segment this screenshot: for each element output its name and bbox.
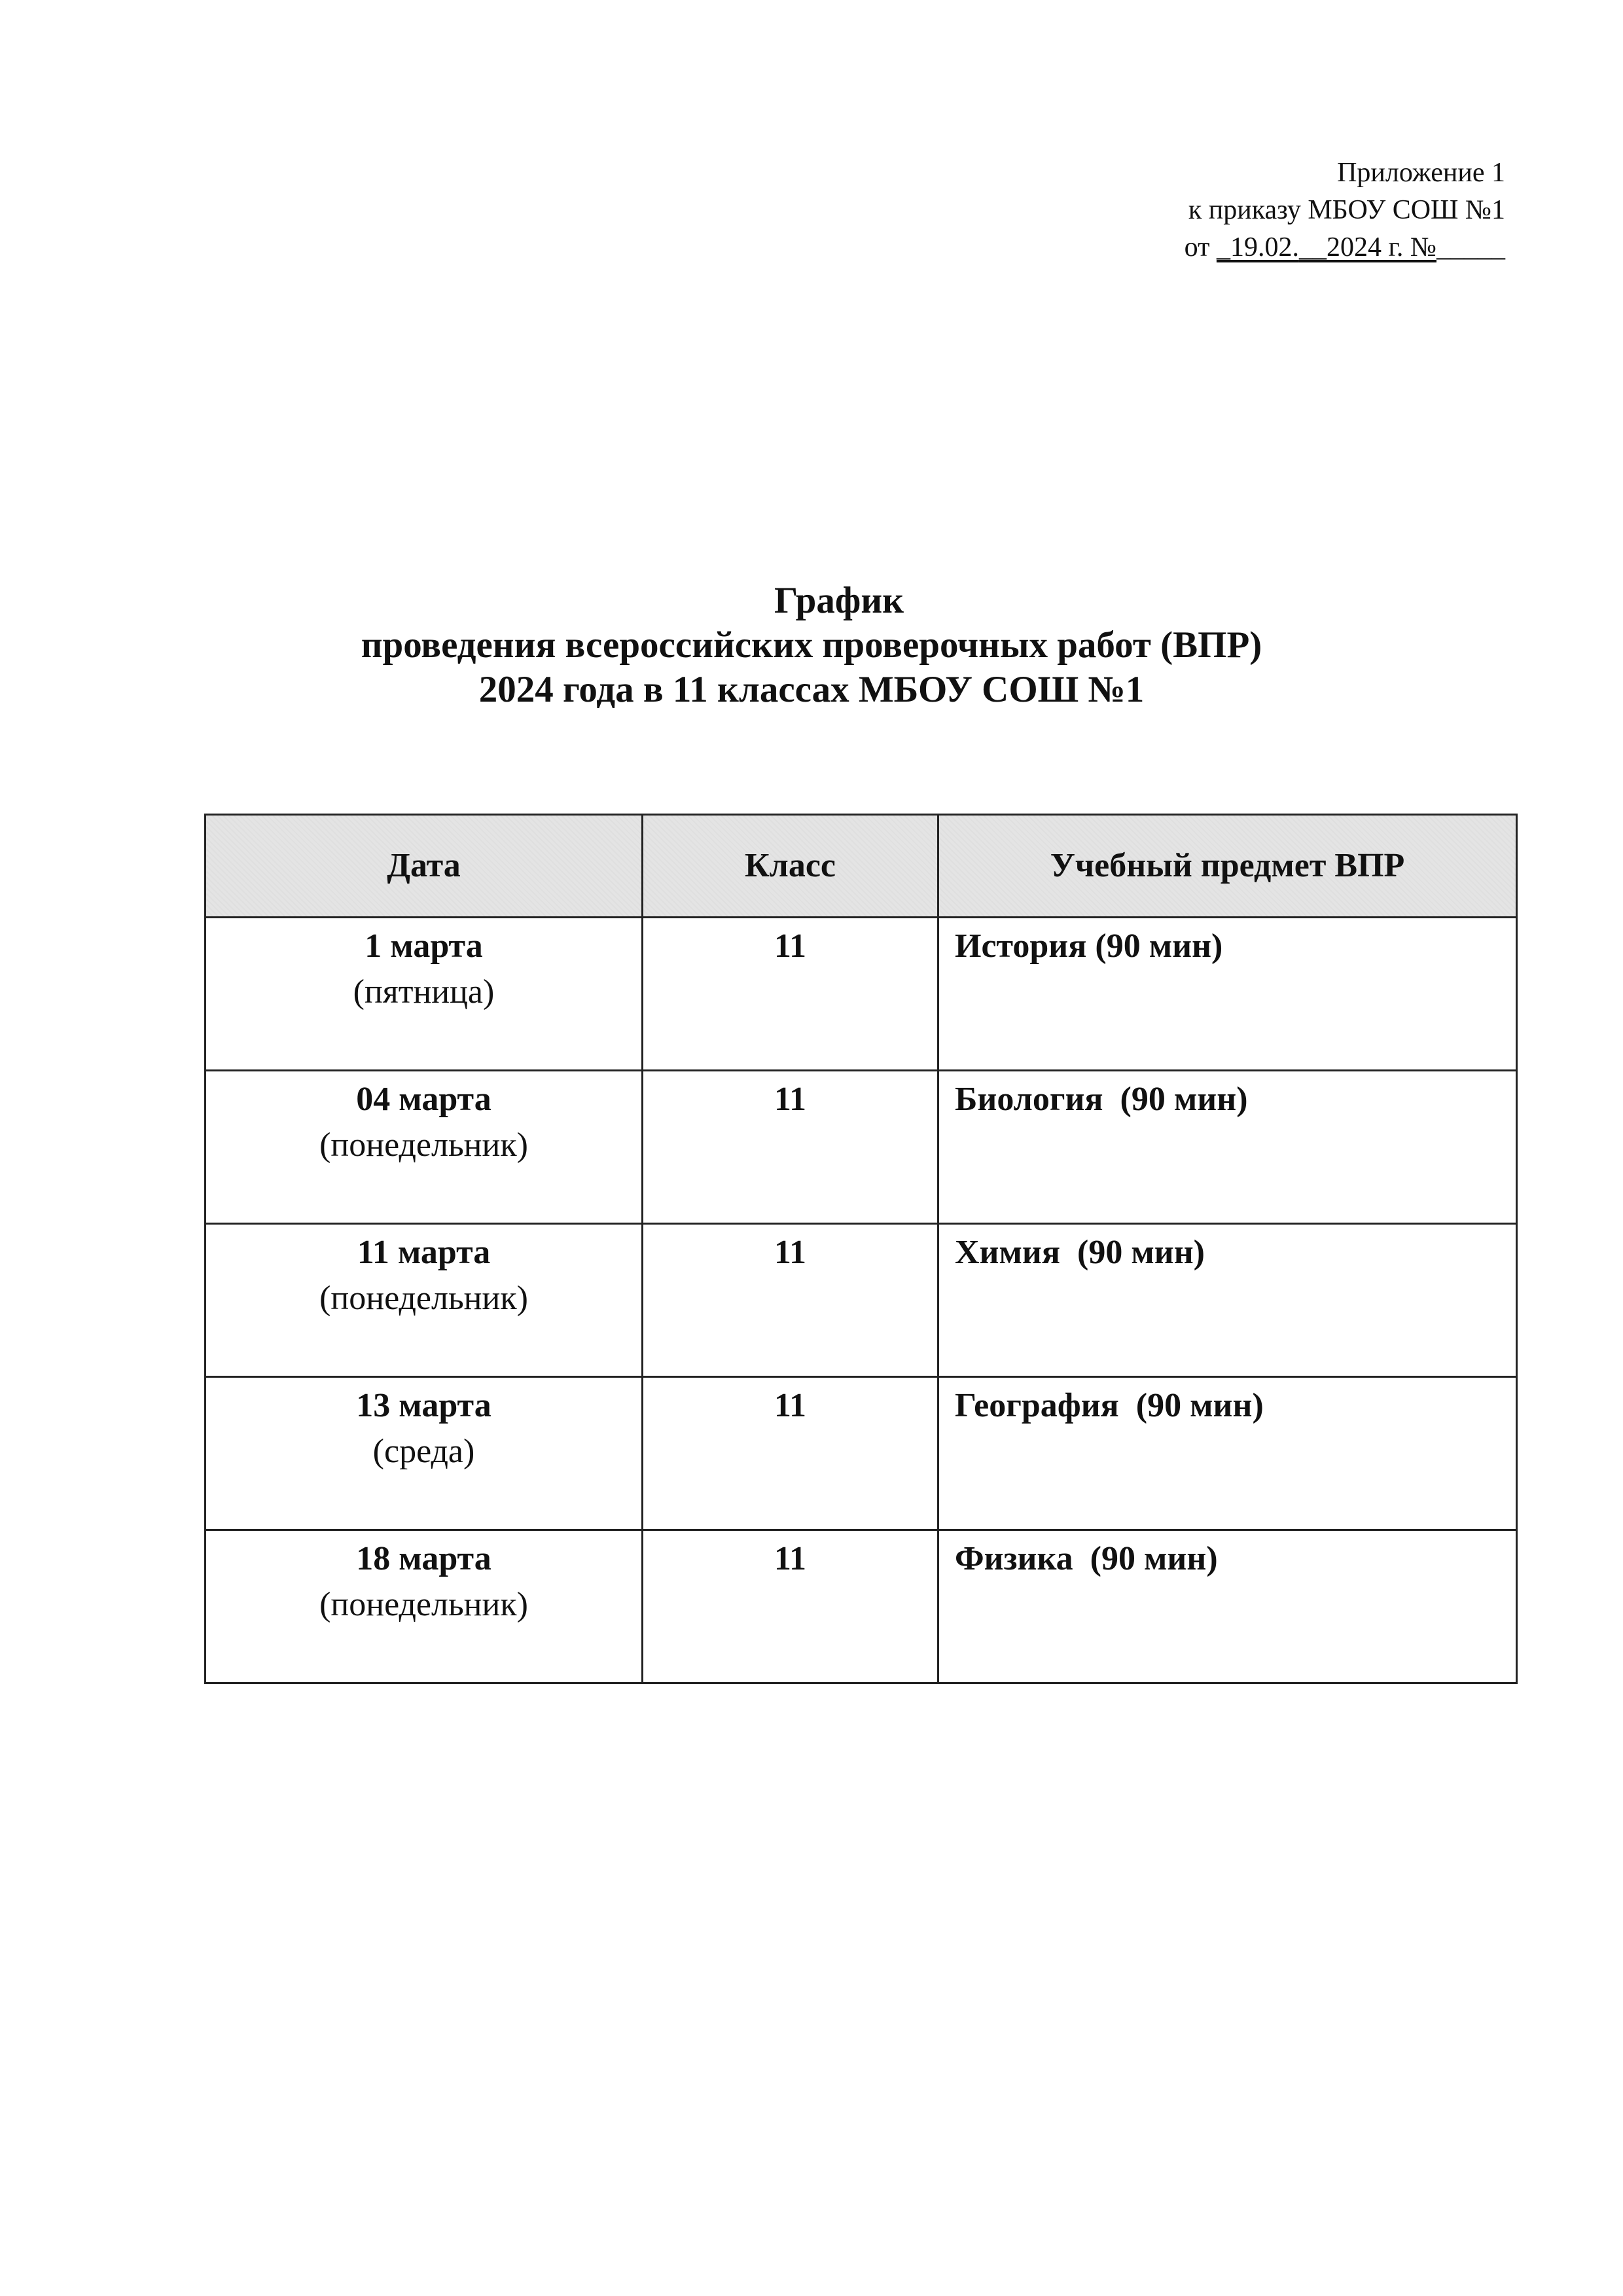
date-value: 04 марта <box>356 1081 491 1118</box>
appendix-date-value: _19.02. <box>1216 232 1299 262</box>
subject-cell: Биология (90 мин) <box>938 1071 1517 1224</box>
appendix-year-number: __2024 г. № <box>1298 232 1436 262</box>
weekday-value: (понедельник) <box>319 1126 528 1164</box>
table-row <box>205 1530 1517 1683</box>
date-cell <box>205 1377 643 1530</box>
title-line-1: График <box>774 580 904 621</box>
appendix-order-date <box>916 229 1505 266</box>
header-subject: Учебный предмет ВПР <box>938 815 1517 918</box>
date-cell <box>205 1224 643 1377</box>
document-title <box>0 579 1623 712</box>
table-row <box>205 1224 1517 1377</box>
date-value: 18 марта <box>356 1540 491 1577</box>
class-cell: 11 <box>643 1071 938 1224</box>
title-line-3: 2024 года в 11 классах МБОУ СОШ №1 <box>478 669 1145 710</box>
class-cell: 11 <box>643 1224 938 1377</box>
subject-cell: География (90 мин) <box>938 1377 1517 1530</box>
class-cell: 11 <box>643 918 938 1071</box>
title-line-2: проведения всероссийских проверочных работ (ВПР) <box>361 624 1262 666</box>
header-class: Класс <box>643 815 938 918</box>
date-value: 11 марта <box>357 1234 491 1271</box>
weekday-value: (понедельник) <box>319 1586 528 1623</box>
date-cell <box>205 1071 643 1224</box>
appendix-order-ref: к приказу МБОУ СОШ №1 <box>1188 195 1505 225</box>
subject-cell: Химия (90 мин) <box>938 1224 1517 1377</box>
table-row <box>205 1071 1517 1224</box>
schedule-table <box>204 814 1518 1684</box>
date-value: 1 марта <box>365 927 483 965</box>
table-row <box>205 1377 1517 1530</box>
table-header-row <box>205 815 1517 918</box>
subject-cell: Физика (90 мин) <box>938 1530 1517 1683</box>
weekday-value: (понедельник) <box>319 1280 528 1317</box>
date-cell <box>205 1530 643 1683</box>
weekday-value: (среда) <box>372 1433 475 1470</box>
header-date: Дата <box>205 815 643 918</box>
date-value: 13 марта <box>356 1387 491 1424</box>
appendix-title: Приложение 1 <box>1337 158 1505 188</box>
appendix-block <box>916 154 1505 266</box>
subject-cell: История (90 мин) <box>938 918 1517 1071</box>
weekday-value: (пятница) <box>353 973 495 1011</box>
appendix-date-prefix: от <box>1184 232 1217 262</box>
class-cell: 11 <box>643 1377 938 1530</box>
appendix-number-blank: _____ <box>1436 232 1505 262</box>
table-row <box>205 918 1517 1071</box>
date-cell <box>205 918 643 1071</box>
class-cell: 11 <box>643 1530 938 1683</box>
